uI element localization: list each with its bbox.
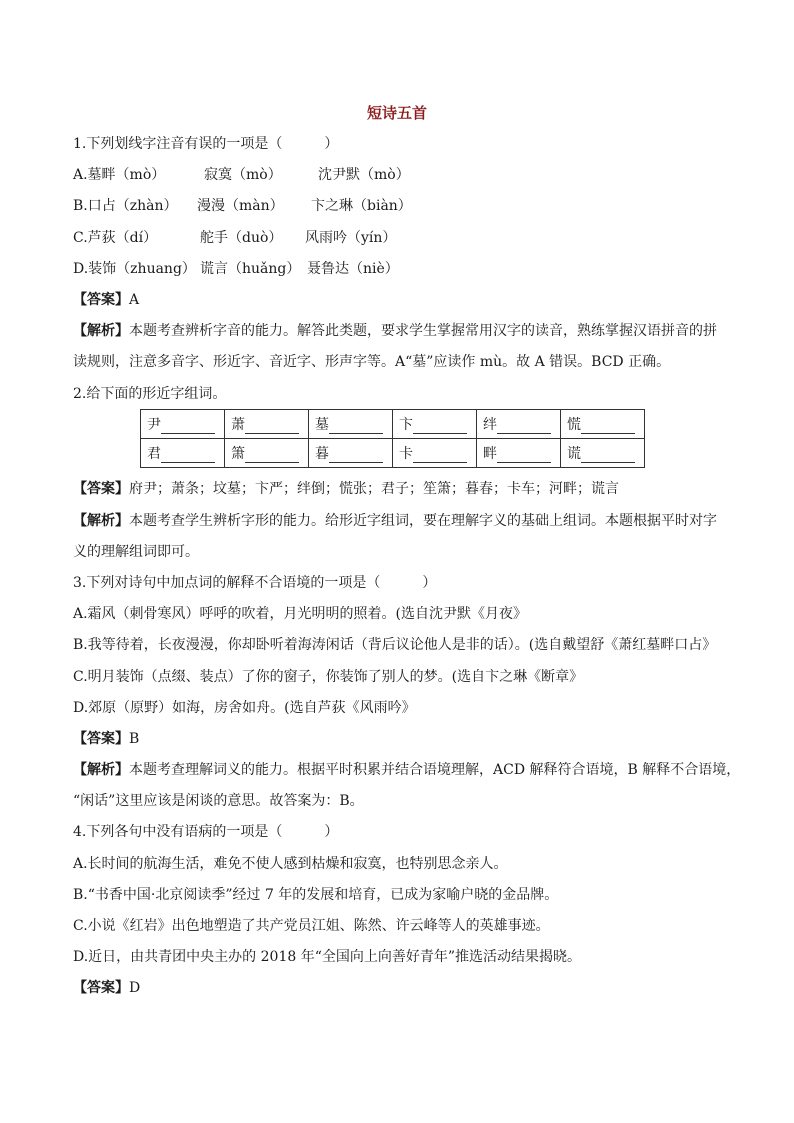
blank-line xyxy=(581,419,635,434)
word-table xyxy=(140,409,645,468)
table-cell xyxy=(309,439,393,468)
q4-option-a: A.长时间的航海生活，难免不使人感到枯燥和寂寞，也特别思念亲人。 xyxy=(73,856,508,872)
blank-line xyxy=(329,448,383,463)
q1-d-2: 谎言（huǎng） xyxy=(200,261,301,277)
char: 谎 xyxy=(567,446,581,462)
blank-line xyxy=(413,419,467,434)
table-cell xyxy=(477,439,561,468)
char: 慌 xyxy=(567,417,581,433)
q1-b-1: B.口占（zhàn） xyxy=(73,198,178,214)
q4-answer xyxy=(73,979,140,997)
analysis-tag: 【解析】 xyxy=(73,323,129,339)
answer-tag: 【答案】 xyxy=(73,292,129,308)
table-cell xyxy=(393,439,477,468)
q4-stem: 4.下列各句中没有语病的一项是（ ） xyxy=(73,824,339,840)
char: 暮 xyxy=(315,446,329,462)
blank-line xyxy=(329,419,383,434)
q4-option-d: D.近日，由共青团中央主办的 2018 年“全国向上向善好青年”推选活动结果揭晓。 xyxy=(73,949,582,965)
q1-analysis-line-1 xyxy=(73,322,717,340)
blank-line xyxy=(497,448,551,463)
blank-line xyxy=(245,419,299,434)
q1-a-3: 沈尹默（mò） xyxy=(318,167,410,183)
blank-line xyxy=(581,448,635,463)
q1-c-1: C.芦荻（dí） xyxy=(73,230,158,246)
q3-stem: 3.下列对诗句中加点词的解释不合语境的一项是（ ） xyxy=(73,575,437,591)
q2-stem: 2.给下面的形近字组词。 xyxy=(73,386,227,402)
table-row xyxy=(141,410,645,439)
analysis-text: 本题考查辨析字音的能力。解答此类题，要求学生掌握常用汉字的读音，熟练掌握汉语拼音的拼 xyxy=(129,323,717,339)
q3-option-a: A.霜风（刺骨寒风）呼呼的吹着，月光明明的照着。(选自沈尹默《月夜》 xyxy=(73,606,528,622)
q1-option-a xyxy=(73,166,410,184)
char: 墓 xyxy=(315,417,329,433)
q2-analysis-line-2: 义的理解组词即可。 xyxy=(73,544,199,560)
q1-option-d xyxy=(73,260,399,278)
table-cell xyxy=(477,410,561,439)
char: 卡 xyxy=(399,446,413,462)
q4-option-b: B.“书香中国·北京阅读季”经过 7 年的发展和培育，已成为家喻户晓的金品牌。 xyxy=(73,887,559,903)
q1-a-2: 寂寞（mò） xyxy=(204,167,282,183)
analysis-tag: 【解析】 xyxy=(73,762,129,778)
answer-tag: 【答案】 xyxy=(73,731,129,747)
char: 箫 xyxy=(231,446,245,462)
analysis-text: 本题考查理解词义的能力。根据平时积累并结合语境理解，ACD 解释符合语境，B 解释不合语境， xyxy=(129,762,741,778)
table-row xyxy=(141,439,645,468)
q3-option-c: C.明月装饰（点缀、装点）了你的窗子，你装饰了别人的梦。(选自卞之琳《断章》 xyxy=(73,669,584,685)
table-cell xyxy=(309,410,393,439)
q1-analysis-line-2: 读规则，注意多音字、形近字、音近字、形声字等。A“墓”应读作 mù。故 A 错误。BCD 正确。 xyxy=(73,354,671,370)
answer-value: B xyxy=(129,731,140,747)
q3-analysis-line-2: “闲话”这里应该是闲谈的意思。故答案为：B。 xyxy=(73,793,364,809)
q1-b-3: 卞之琳（biàn） xyxy=(311,198,412,214)
blank-line xyxy=(161,448,215,463)
q2-analysis-line-1 xyxy=(73,512,717,530)
q1-d-3: 聂鲁达（niè） xyxy=(307,261,399,277)
blank-line xyxy=(161,419,215,434)
q4-option-c: C.小说《红岩》出色地塑造了共产党员江姐、陈然、许云峰等人的英雄事迹。 xyxy=(73,918,550,934)
char: 萧 xyxy=(231,417,245,433)
table-cell xyxy=(225,439,309,468)
char: 尹 xyxy=(147,417,161,433)
q1-a-1: A.墓畔（mò） xyxy=(73,167,166,183)
q3-answer xyxy=(73,730,139,748)
q2-answer xyxy=(73,480,619,498)
char: 君 xyxy=(147,446,161,462)
blank-line xyxy=(413,448,467,463)
q1-option-c xyxy=(73,229,396,247)
blank-line xyxy=(245,448,299,463)
q3-option-d: D.郊原（原野）如海，房舍如舟。(选自芦荻《风雨吟》 xyxy=(73,700,416,716)
blank-line xyxy=(497,419,551,434)
char: 畔 xyxy=(483,446,497,462)
answer-tag: 【答案】 xyxy=(73,980,129,996)
char: 绊 xyxy=(483,417,497,433)
table-cell xyxy=(561,439,645,468)
q1-b-2: 漫漫（màn） xyxy=(197,198,284,214)
q1-c-3: 风雨吟（yín） xyxy=(305,230,397,246)
answer-value: D xyxy=(129,980,141,996)
table-cell xyxy=(225,410,309,439)
char: 卞 xyxy=(399,417,413,433)
table-cell xyxy=(393,410,477,439)
analysis-text: 本题考查学生辨析字形的能力。给形近字组词，要在理解字义的基础上组词。本题根据平时对字 xyxy=(129,513,717,529)
table-cell xyxy=(141,439,225,468)
answer-tag: 【答案】 xyxy=(73,481,129,497)
q1-d-1: D.装饰（zhuang） xyxy=(73,261,196,277)
page-title: 短诗五首 xyxy=(366,104,427,122)
q3-analysis-line-1 xyxy=(73,761,740,779)
q3-option-b: B.我等待着，长夜漫漫，你却卧听着海涛闲话（背后议论他人是非的话）。(选自戴望舒《萧红墓畔口占》 xyxy=(73,637,717,653)
table-cell xyxy=(561,410,645,439)
answer-value: 府尹；萧条；坟墓；卞严；绊倒；慌张；君子；笙箫；暮春；卡车；河畔；谎言 xyxy=(129,481,619,497)
answer-value: A xyxy=(129,292,140,308)
q1-option-b xyxy=(73,197,412,215)
q1-answer xyxy=(73,291,139,309)
q1-c-2: 舵手（duò） xyxy=(200,230,283,246)
analysis-tag: 【解析】 xyxy=(73,513,129,529)
q1-stem: 1.下列划线字注音有误的一项是（ ） xyxy=(73,136,339,152)
table-cell xyxy=(141,410,225,439)
